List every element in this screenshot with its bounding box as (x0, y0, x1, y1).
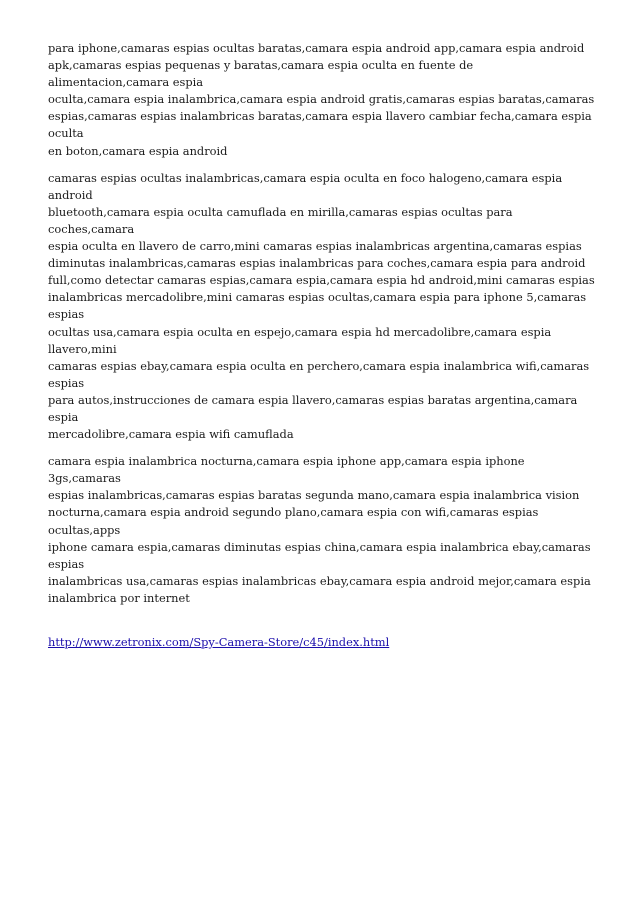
link-paragraph (48, 617, 596, 651)
paragraph-1: para iphone,camaras espias ocultas baratas,camara espia android app,camara espia android apk,camaras espias pequenas y baratas,camara espia oculta en fuente de alimentacion,camara espia oculta,camara espia inalambrica,camara espia android gratis,camaras espias baratas,camaras espias,camaras espias inalambricas baratas,camara espia llavero cambiar fecha,camara espia oculta en boton,camara espia android (48, 41, 595, 158)
document-body (48, 40, 596, 661)
paragraph-2: camaras espias ocultas inalambricas,camara espia oculta en foco halogeno,camara espia android bluetooth,camara espia oculta camuflada en mirilla,camaras espias ocultas para coches,camara espia oculta en llavero de carro,mini camaras espias inalambricas argentina,camaras espias diminutas inalambricas,camaras espias inalambricas para coches,camara espia para android full,como detectar camaras espias,camara espia,camara espia hd android,mini camaras espias inalambricas mercadolibre,mini camaras espias ocultas,camara espia para iphone 5,camaras espias ocultas usa,camara espia oculta en espejo,camara espia hd mercadolibre,camara espia llavero,mini camaras espias ebay,camara espia oculta en perchero,camara espia inalambrica wifi,camaras espias para autos,instrucciones de camara espia llavero,camaras espias baratas argentina,camara espia mercadolibre,camara espia wifi camuflada (48, 170, 595, 442)
paragraph-3: camara espia inalambrica nocturna,camara espia iphone app,camara espia iphone 3gs,camaras espias inalambricas,camaras espias baratas segunda mano,camara espia inalambrica vision nocturna,camara espia android segundo plano,camara espia con wifi,camaras espias ocultas,apps iphone camara espia,camaras diminutas espias china,camara espia inalambrica ebay,camaras espias inalambricas usa,camaras espias inalambricas ebay,camara espia android mejor,camara espia inalambrica por internet (48, 454, 591, 605)
store-link[interactable]: http://www.zetronix.com/Spy-Camera-Store/c45/index.html (48, 635, 390, 650)
